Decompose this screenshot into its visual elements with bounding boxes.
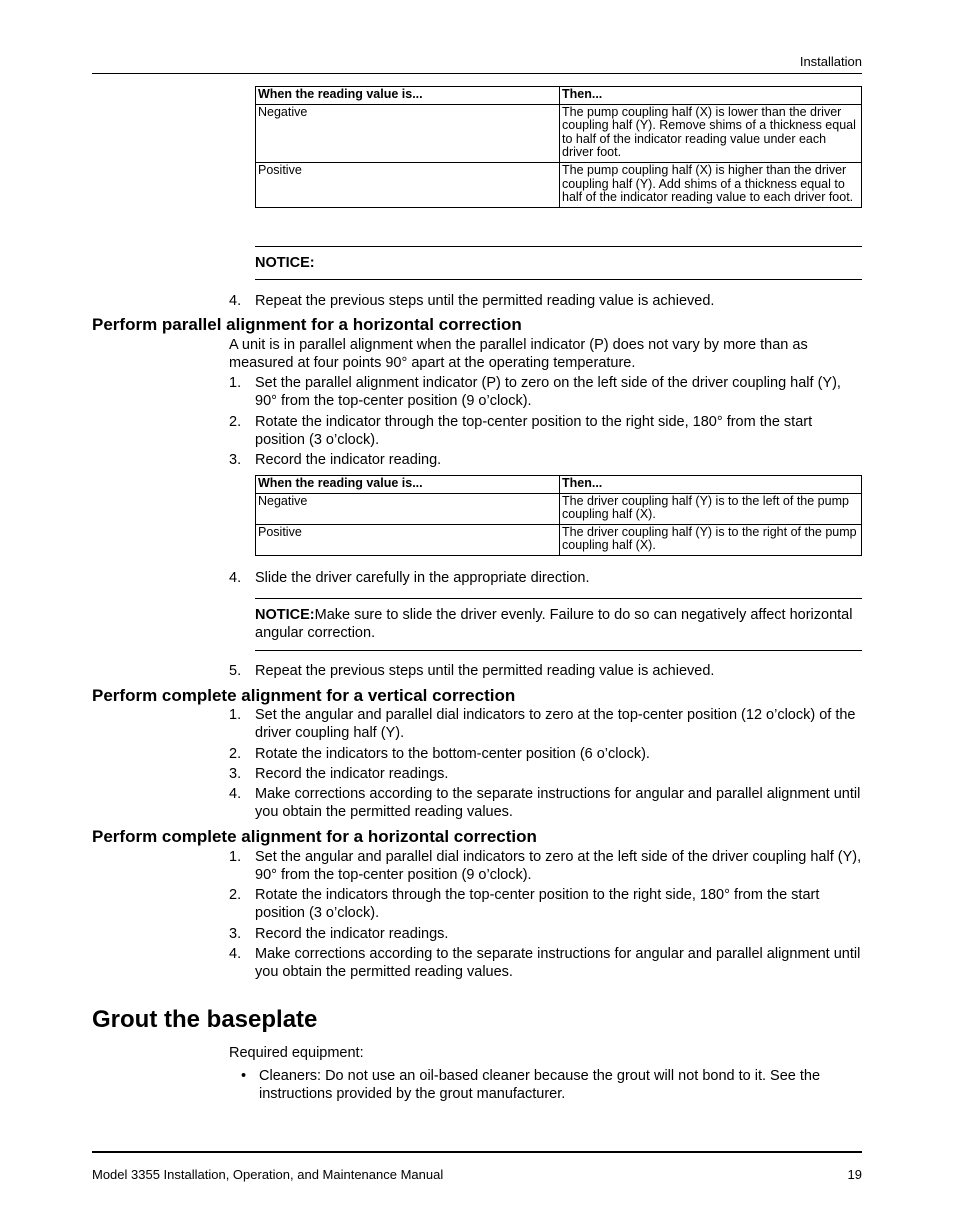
section-heading: Perform parallel alignment for a horizontal correction [92,315,522,334]
step-number: 3. [229,452,242,468]
step-text: Make corrections according to the separate instructions for angular and parallel alignment until you obtain the permitted reading values. [255,786,861,820]
step-number: 4. [229,570,242,586]
step-number: 4. [229,786,242,802]
section-heading: Perform complete alignment for a vertical correction [92,686,516,705]
step-text: Repeat the previous steps until the permitted reading value is achieved. [255,293,715,309]
step-text: Rotate the indicators to the bottom-center position (6 o’clock). [255,746,650,762]
step-number: 4. [229,946,242,962]
table-header-cell: Then... [560,476,862,494]
step-text: Set the angular and parallel dial indicators to zero at the top-center position (12 o’clock) of the driver coupling half (Y). [255,707,856,741]
notice-box [255,246,862,280]
list-item [241,1067,862,1103]
step-number: 4. [229,293,242,309]
step-number: 3. [229,766,242,782]
section-heading: Perform complete alignment for a horizontal correction [92,827,537,846]
section-intro: A unit is in parallel alignment when the parallel indicator (P) does not vary by more than as measured at four points 90° apart at the operating temperature. [229,337,808,371]
step-number: 1. [229,707,242,723]
table-header-cell: Then... [560,87,862,105]
list-item [229,413,862,449]
reading-table-horizontal [255,475,862,556]
step-text: Record the indicator readings. [255,926,449,942]
step-text: Set the parallel alignment indicator (P) to zero on the left side of the driver coupling half (Y), 90° from the top-center position (9 o’clock). [255,375,841,409]
header-rule [92,73,862,74]
list-item [229,662,862,680]
footer-manual-title: Model 3355 Installation, Operation, and Maintenance Manual [92,1167,444,1182]
table-cell: Positive [256,524,560,555]
list-item [229,292,862,310]
list-item [229,374,862,410]
step-number: 1. [229,849,242,865]
running-header: Installation [799,54,862,69]
table-header-cell: When the reading value is... [256,87,560,105]
page-title: Grout the baseplate [92,1006,318,1033]
step-number: 2. [229,887,242,903]
table-cell: Positive [256,162,560,207]
list-item [229,886,862,922]
bullet-text: Cleaners: Do not use an oil-based cleaner because the grout will not bond to it. See the instructions provided by the grout manufacturer. [259,1068,821,1102]
table-cell: Negative [256,493,560,524]
notice-label: NOTICE: [255,255,315,271]
list-item [229,569,862,587]
step-text: Set the angular and parallel dial indicators to zero at the left side of the driver coupling half (Y), 90° from the top-center position (9 o’clock). [255,849,862,883]
step-number: 2. [229,746,242,762]
reading-table-vertical [255,86,862,208]
step-number: 3. [229,926,242,942]
table-header-cell: When the reading value is... [256,476,560,494]
step-text: Rotate the indicators through the top-center position to the right side, 180° from the start position (3 o’clock). [255,887,820,921]
list-item [229,451,862,469]
table-cell: The driver coupling half (Y) is to the left of the pump coupling half (X). [560,493,862,524]
notice-box [255,598,862,651]
step-text: Slide the driver carefully in the appropriate direction. [255,570,590,586]
list-item [229,785,862,821]
page-number: 19 [847,1167,862,1182]
table-row [256,493,862,524]
notice-text: Make sure to slide the driver evenly. Failure to do so can negatively affect horizontal angular correction. [255,607,853,641]
step-text: Record the indicator reading. [255,452,442,468]
bullet-icon: • [241,1068,247,1084]
notice-label: NOTICE: [255,607,315,623]
table-row [256,104,862,162]
table-row [256,162,862,207]
footer-rule [92,1151,862,1153]
table-cell: The pump coupling half (X) is lower than the driver coupling half (Y). Remove shims of a thickness equal to half of the indicator reading value under each driver foot. [560,104,862,162]
table-row [256,524,862,555]
table-cell: The driver coupling half (Y) is to the right of the pump coupling half (X). [560,524,862,555]
list-item [229,745,862,763]
list-item [229,706,862,742]
table-header-row [256,476,862,494]
required-equipment-label: Required equipment: [229,1045,364,1061]
step-text: Make corrections according to the separate instructions for angular and parallel alignment until you obtain the permitted reading values. [255,946,861,980]
step-number: 1. [229,375,242,391]
step-text: Record the indicator readings. [255,766,449,782]
step-text: Repeat the previous steps until the permitted reading value is achieved. [255,663,715,679]
table-header-row [256,87,862,105]
step-number: 5. [229,663,242,679]
step-number: 2. [229,414,242,430]
table-cell: The pump coupling half (X) is higher than the driver coupling half (Y). Add shims of a thickness equal to half of the indicator reading value to each driver foot. [560,162,862,207]
list-item [229,848,862,884]
list-item [229,925,862,943]
list-item [229,945,862,981]
table-cell: Negative [256,104,560,162]
list-item [229,765,862,783]
step-text: Rotate the indicator through the top-center position to the right side, 180° from the start position (3 o’clock). [255,414,813,448]
